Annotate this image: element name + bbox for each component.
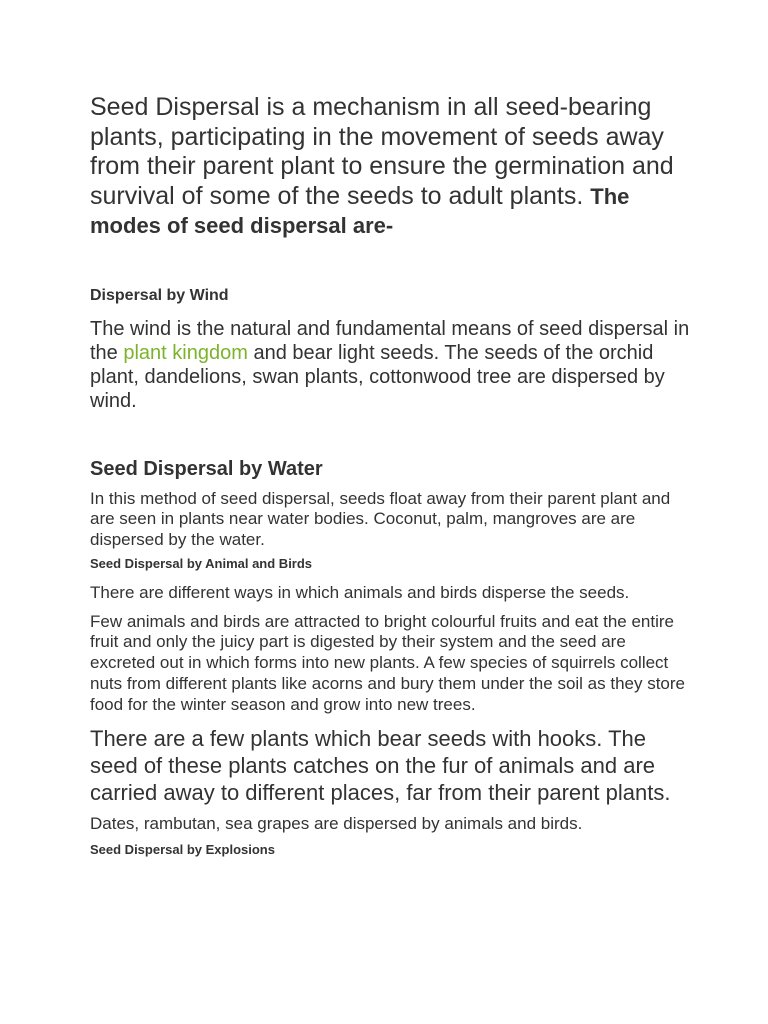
- heading-seed-dispersal-by-water: Seed Dispersal by Water: [90, 457, 323, 480]
- plant-kingdom-link[interactable]: plant kingdom: [123, 341, 248, 364]
- wind-text-before-link: The wind is the natural and fundamental means of seed dispersal in the: [90, 317, 690, 364]
- paragraph-water: In this method of seed dispersal, seeds float away from their parent plant and are seen in plants near water bodies. Coconut, palm, mangroves are are dispersed by the water.: [90, 488, 671, 549]
- paragraph-animal-hooks: There are a few plants which bear seeds with hooks. The seed of these plants catches on the fur of animals and are carried away to different places, far from their parent plants.: [90, 726, 671, 806]
- paragraph-wind: [90, 317, 690, 413]
- paragraph-animal-ways: There are different ways in which animals and birds disperse the seeds.: [90, 583, 630, 602]
- heading-dispersal-by-wind: Dispersal by Wind: [90, 286, 229, 304]
- heading-seed-dispersal-by-animals: Seed Dispersal by Animal and Birds: [90, 556, 313, 571]
- article-content: [90, 93, 690, 859]
- intro-bold-text: The modes of seed dispersal are-: [90, 183, 630, 238]
- intro-paragraph: [90, 93, 690, 241]
- paragraph-animal-fruits: Few animals and birds are attracted to bright colourful fruits and eat the entire fruit and only the juicy part is digested by their system and the seed are excreted out in which forms into new plants. A few species of squirrels collect nuts from different plants like acorns and bury them under the soil as they store food for the winter season and grow into new trees.: [90, 611, 685, 714]
- intro-text: Seed Dispersal is a mechanism in all seed-bearing plants, participating in the movement of seeds away from their parent plant to ensure the germination and survival of some of the seeds to adult plants.: [90, 93, 674, 210]
- heading-seed-dispersal-by-explosions: Seed Dispersal by Explosions: [90, 841, 275, 857]
- wind-text-after-link: and bear light seeds. The seeds of the orchid plant, dandelions, swan plants, cottonwood tree are dispersed by wind.: [90, 341, 665, 412]
- paragraph-animal-dates: Dates, rambutan, sea grapes are dispersed by animals and birds.: [90, 814, 583, 834]
